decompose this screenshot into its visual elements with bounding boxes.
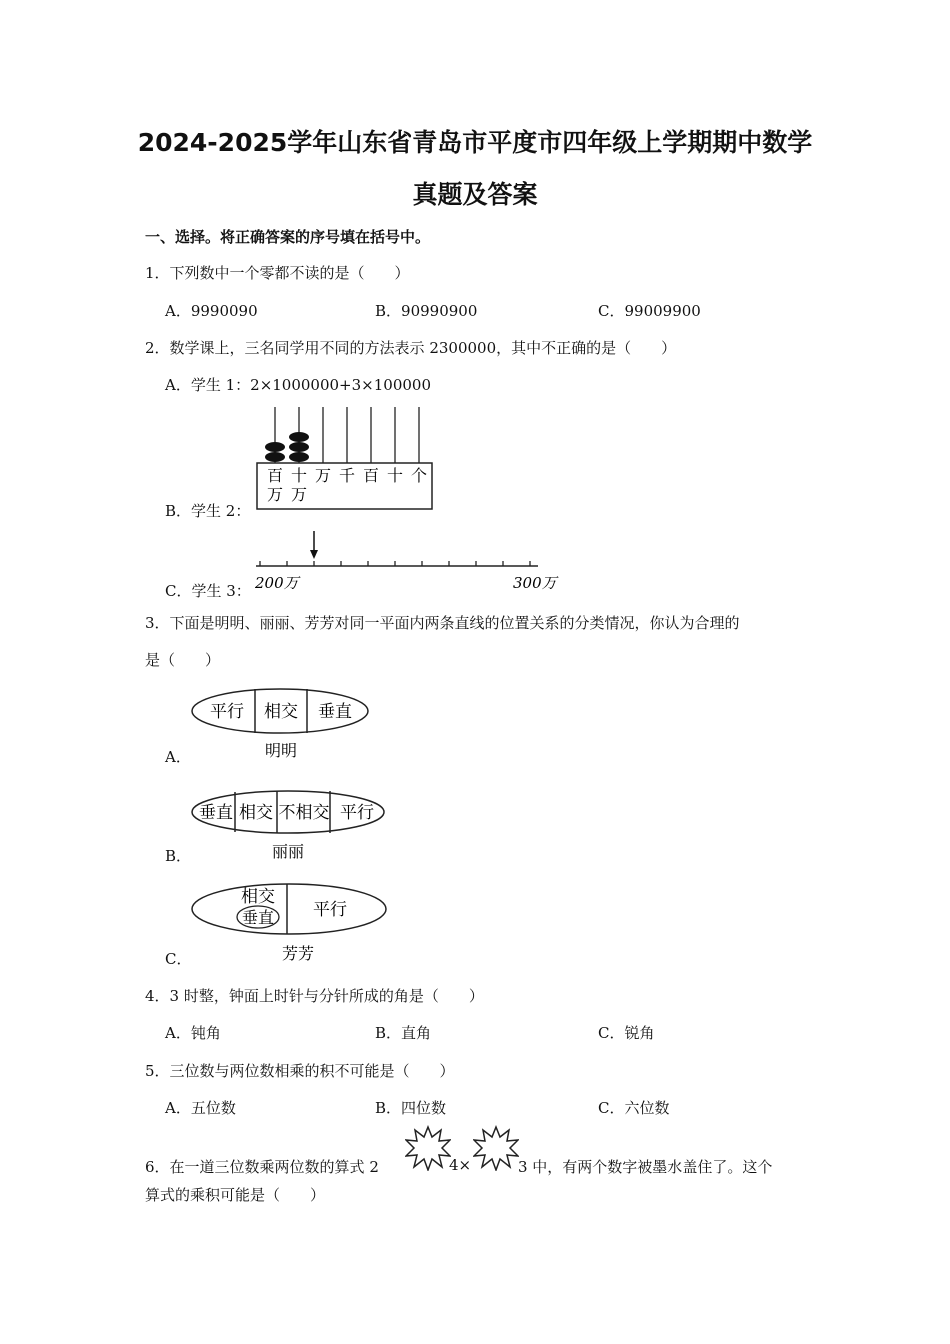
number-line-arrow-head: [310, 550, 318, 559]
fangfang-outer-label: 相交: [241, 887, 275, 907]
lili-name: 丽丽: [271, 842, 305, 861]
question-6-text-prefix: 6．在一道三位数乘两位数的算式 2: [145, 1158, 379, 1176]
question-4-option-a: A．钝角: [165, 1024, 221, 1042]
question-5-option-c: C．六位数: [598, 1099, 670, 1117]
abacus-bead: [265, 442, 285, 452]
question-1-option-a: A．9990090: [165, 302, 258, 320]
question-4-text: 4．3 时整，钟面上时针与分针所成的角是（ ）: [145, 987, 484, 1005]
question-3-option-c: C．: [165, 950, 192, 968]
question-1-text: 1．下列数中一个零都不读的是（ ）: [145, 264, 410, 282]
lili-cell-1: 垂直: [199, 803, 233, 823]
abacus-place-label: 万: [290, 485, 308, 504]
abacus-place-label: 百: [362, 466, 380, 485]
number-line-start-label: 200万: [255, 574, 299, 592]
classification-fangfang-figure: [185, 880, 395, 965]
abacus-place-label: 十: [386, 466, 404, 485]
question-3-text-line-2: 是（ ）: [145, 651, 221, 669]
question-3-text-line-1: 3．下面是明明、丽丽、芳芳对同一平面内两条直线的位置关系的分类情况，你认为合理的: [145, 614, 740, 632]
question-2-text: 2．数学课上，三名同学用不同的方法表示 2300000，其中不正确的是（ ）: [145, 339, 677, 357]
abacus-place-label: 千: [338, 466, 356, 485]
abacus-bead: [289, 442, 309, 452]
question-3-option-b: B．: [165, 847, 192, 865]
number-line-arrow: [310, 531, 318, 559]
document-title-line-2: 真题及答案: [412, 180, 538, 209]
ink-blot-icon: [405, 1125, 451, 1171]
question-2-option-a: A．学生 1：2×1000000+3×100000: [165, 376, 432, 394]
question-5-text: 5．三位数与两位数相乘的积不可能是（ ）: [145, 1062, 455, 1080]
classification-lili-figure: [185, 785, 390, 865]
fangfang-name: 芳芳: [281, 944, 315, 963]
question-1-option-b: B．90990900: [375, 302, 478, 320]
question-1-option-c: C．99009900: [598, 302, 701, 320]
question-4-option-b: B．直角: [375, 1024, 432, 1042]
lili-cell-2: 相交: [239, 803, 273, 823]
mingming-cell-3: 垂直: [318, 702, 352, 722]
abacus-bead: [289, 432, 309, 442]
abacus-bead: [265, 452, 285, 462]
mingming-name: 明明: [264, 741, 298, 760]
ink-blot-icon: [473, 1125, 519, 1171]
abacus-bead: [289, 452, 309, 462]
fangfang-inner-label: 垂直: [241, 908, 275, 927]
classification-mingming-figure: [185, 683, 385, 768]
lili-cell-3: 不相交: [278, 803, 330, 823]
abacus-place-label: 万: [314, 466, 332, 485]
abacus-place-label: 百: [266, 466, 284, 485]
question-5-option-a: A．五位数: [165, 1099, 236, 1117]
question-6-text-suffix: 3 中，有两个数字被墨水盖住了。这个: [518, 1158, 773, 1176]
question-6-text-line-2: 算式的乘积可能是（ ）: [145, 1186, 326, 1204]
abacus-figure: [250, 405, 440, 515]
abacus-place-label: 个: [410, 466, 428, 485]
document-title-line-1: 2024-2025学年山东省青岛市平度市四年级上学期期中数学: [137, 128, 813, 157]
abacus-place-label: 万: [266, 485, 284, 504]
question-3-option-a: A．: [165, 748, 191, 766]
question-2-option-b: B．学生 2：: [165, 502, 251, 520]
lili-cell-4: 平行: [340, 803, 374, 823]
section-heading: 一、选择。将正确答案的序号填在括号中。: [145, 228, 431, 246]
question-2-option-c: C．学生 3：: [165, 582, 251, 600]
question-4-option-c: C．锐角: [598, 1024, 655, 1042]
question-5-option-b: B．四位数: [375, 1099, 447, 1117]
mingming-cell-2: 相交: [264, 702, 298, 722]
number-line-end-label: 300万: [513, 574, 557, 592]
mingming-cell-1: 平行: [210, 702, 244, 722]
fangfang-right-label: 平行: [313, 900, 347, 920]
abacus-place-label: 十: [290, 466, 308, 485]
question-6-text-mid: 4×: [449, 1156, 472, 1174]
number-line-figure: [250, 528, 570, 598]
